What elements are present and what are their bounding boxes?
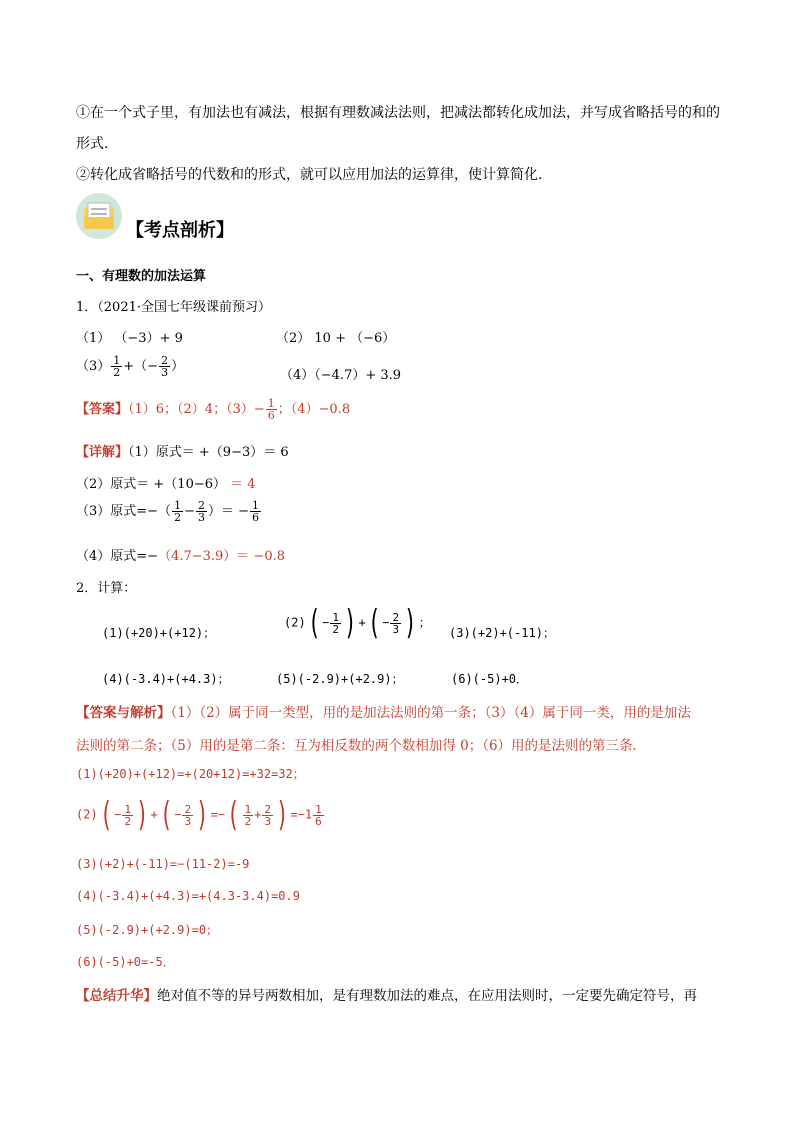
denominator: 3 xyxy=(197,511,205,524)
numerator: 1 xyxy=(244,802,252,816)
q1-detail-3 xyxy=(76,500,262,523)
plus-sign: + xyxy=(254,807,262,822)
fraction xyxy=(243,804,254,827)
denominator: 3 xyxy=(184,814,192,828)
numerator: 1 xyxy=(174,499,182,512)
q2-solution-6: (6)(-5)+0=-5． xyxy=(76,955,175,969)
intro-line-2: 形式． xyxy=(76,136,118,152)
q2-solution-5: (5)(-2.9)+(+2.9)=0； xyxy=(76,923,219,937)
denominator: 3 xyxy=(161,366,169,379)
numerator: 1 xyxy=(315,802,322,816)
q1-part-3 xyxy=(76,355,184,378)
detail-label: 【详解】 xyxy=(76,445,129,460)
detail-2-result: ＝ 4 xyxy=(230,477,256,492)
paren-open: ( xyxy=(307,603,321,643)
fraction xyxy=(122,804,133,827)
question-1-header: 1．（2021·全国七年级课前预习） xyxy=(76,300,271,315)
q1-answer xyxy=(76,398,350,421)
q2-calc-2: (2)( − $\frac{1}{2}$ ) +( − $\frac{2}{3}$ ) ； xyxy=(284,603,431,643)
numerator: 1 xyxy=(267,397,275,410)
numerator: 1 xyxy=(124,802,132,816)
numerator: 2 xyxy=(197,499,205,512)
paren-close: ) xyxy=(276,795,289,835)
q1-part-2: （2） 10 + （−6） xyxy=(276,331,396,346)
fraction xyxy=(159,355,170,378)
paren-close: ) xyxy=(136,795,149,835)
paren-open: ( xyxy=(367,603,381,643)
answer-text-a: （1）6；（2）4；（3）− xyxy=(128,402,265,417)
q1-detail-2 xyxy=(76,473,256,492)
detail-3-text-b: ）＝ − xyxy=(207,504,249,519)
fraction xyxy=(330,612,341,635)
fraction xyxy=(196,500,207,523)
q2-calc-2-post: ； xyxy=(418,615,431,630)
fraction xyxy=(111,355,122,378)
fraction xyxy=(172,500,183,523)
minus-sign: − xyxy=(184,504,195,519)
question-2-header: 2．计算： xyxy=(76,581,137,596)
q1-part-3-prefix: （3） xyxy=(76,359,111,374)
numerator: 1 xyxy=(113,354,121,367)
numerator: 2 xyxy=(184,802,192,816)
subsection-title: 一、有理数的加法运算 xyxy=(76,269,207,284)
denominator: 3 xyxy=(264,814,271,828)
detail-4-text-b: （4.7−3.9）＝ −0.8 xyxy=(158,549,286,564)
paren-open: ( xyxy=(159,795,173,835)
q2-solution-1: (1)(+20)+(+12)=+(20+12)=+32=32； xyxy=(76,767,305,781)
detail-1-text: （1）原式＝ +（9−3）＝ 6 xyxy=(128,445,289,460)
q1-detail-1 xyxy=(76,441,289,460)
q2-solution-4: (4)(-3.4)+(+4.3)=+(4.3-3.4)=0.9 xyxy=(76,889,300,903)
q2-analysis-2: 法则的第二条；（5）用的是第二条：互为相反数的两个数相加得 0；（6）用的是法则的第三条． xyxy=(76,738,647,754)
denominator: 6 xyxy=(315,814,322,828)
paren-close: ) xyxy=(196,795,209,835)
analysis-label: 【答案与解析】 xyxy=(76,705,171,721)
fraction xyxy=(262,804,273,827)
q2-calc-3: (3)(+2)+(-11)； xyxy=(449,626,555,640)
q2-solution-3: (3)(+2)+(-11)=−(11-2)=-9 xyxy=(76,857,250,871)
plus-sign: + xyxy=(150,807,158,822)
q2-calc-4: (4)(-3.4)+(+4.3)； xyxy=(102,672,230,686)
detail-2-text: （2）原式＝ +（10−6） xyxy=(76,477,227,492)
q1-part-1: （1） （−3）+ 9 xyxy=(76,331,183,346)
q2-calc-6: (6)(-5)+0． xyxy=(451,672,529,686)
denominator: 3 xyxy=(392,622,400,636)
fraction xyxy=(313,804,324,827)
denominator: 2 xyxy=(244,814,252,828)
q2-solution-2: (2)( − $\frac{1}{2}$ ) +( − $\frac{2}{3}$ ) =−( $\frac{1}{2}$ + $\frac{2}{3}$ ) =−1 $\frac{1}{6}$ xyxy=(76,795,322,835)
q2-calc-5: (5)(-2.9)+(+2.9)； xyxy=(276,672,404,686)
q2-calc-1: (1)(+20)+(+12)； xyxy=(102,626,216,640)
numerator: 2 xyxy=(161,354,169,367)
paren-open: ( xyxy=(227,795,240,835)
q1-part-3-mid: +（− xyxy=(123,359,159,374)
q1-detail-4 xyxy=(76,545,285,564)
numerator: 1 xyxy=(332,610,340,624)
analysis-text-1: （1）（2）属于同一类型，用的是加法法则的第一条；（3）（4）属于同一类，用的是加法 xyxy=(170,705,691,721)
q1-part-4: （4）（−4.7）+ 3.9 xyxy=(280,368,402,383)
q2-summary xyxy=(76,984,697,1004)
summary-label: 【总结升华】 xyxy=(76,988,157,1004)
plus-sign: + xyxy=(358,615,366,630)
detail-3-text-a: （3）原式=−（ xyxy=(76,504,172,519)
fraction xyxy=(390,612,401,635)
equals-sign: =−1 xyxy=(290,807,313,822)
denominator: 2 xyxy=(174,511,182,524)
denominator: 2 xyxy=(124,814,132,828)
denominator: 6 xyxy=(267,409,275,422)
fraction xyxy=(250,500,261,523)
denominator: 2 xyxy=(332,622,340,636)
denominator: 6 xyxy=(252,511,259,524)
q1-part-3-post: ） xyxy=(171,359,185,374)
intro-line-1: ①在一个式子里，有加法也有减法，根据有理数减法法则，把减法都转化成加法，并写成省略括号的和的 xyxy=(76,105,720,121)
paren-open: ( xyxy=(99,795,113,835)
numerator: 2 xyxy=(392,610,400,624)
q2-analysis-1 xyxy=(76,701,691,721)
paren-close: ) xyxy=(344,603,357,643)
numerator: 1 xyxy=(252,499,259,512)
denominator: 2 xyxy=(113,366,121,379)
detail-4-text-a: （4）原式=− xyxy=(76,549,159,564)
fraction xyxy=(266,398,277,421)
section-heading: 【考点剖析】 xyxy=(126,220,234,241)
document-icon xyxy=(76,193,122,239)
equals-sign: =− xyxy=(210,807,226,822)
intro-line-3: ②转化成省略括号的代数和的形式，就可以应用加法的运算律，使计算简化． xyxy=(76,167,552,183)
summary-text: 绝对值不等的异号两数相加，是有理数加法的难点，在应用法则时，一定要先确定符号，再 xyxy=(157,988,697,1004)
fraction xyxy=(182,804,193,827)
numerator: 2 xyxy=(264,802,271,816)
q2-calc-2-prefix: (2) xyxy=(284,615,306,630)
q2-solution-2-prefix: (2) xyxy=(76,807,98,822)
paren-close: ) xyxy=(404,603,417,643)
answer-text-b: ；（4）−0.8 xyxy=(277,402,351,417)
answer-label: 【答案】 xyxy=(76,402,129,417)
